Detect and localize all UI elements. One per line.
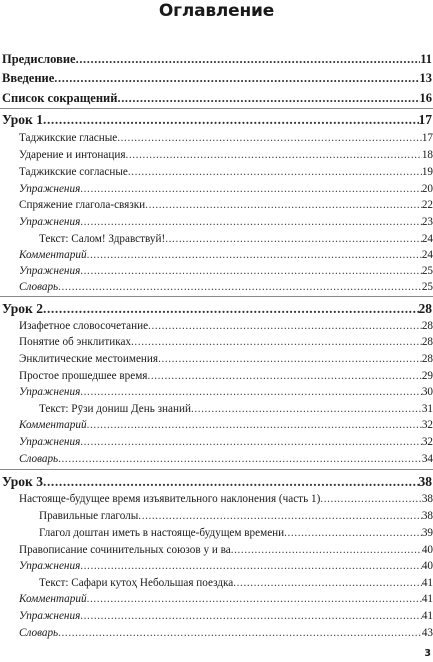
toc-lesson-heading[interactable] (0, 301, 433, 317)
toc-entry[interactable] (0, 249, 433, 261)
toc-entry[interactable] (0, 610, 433, 622)
toc-entry-page: 43 (421, 627, 433, 639)
toc-leader-dots (80, 610, 422, 622)
toc-entry-label: Правильные глаголы (39, 510, 139, 522)
section-divider (0, 296, 433, 297)
toc-entry[interactable] (0, 265, 433, 277)
page-title: Оглавление (158, 1, 275, 21)
toc-entry[interactable] (0, 166, 433, 178)
toc-entry-page: 18 (421, 149, 433, 161)
toc-entry-label: Правописание сочинительных союзов у и ва (19, 544, 231, 556)
toc-entry[interactable] (0, 560, 433, 572)
toc-entry-label: Текст: Салом! Здравствуй! (39, 233, 166, 245)
toc-entry[interactable] (0, 436, 433, 448)
toc-entry-label: Простое прошедшее время (19, 370, 148, 382)
toc-entry-label: Комментарий (19, 249, 87, 261)
section-divider (0, 108, 433, 109)
toc-entry[interactable] (0, 233, 433, 245)
toc-leader-dots (80, 216, 422, 228)
toc-entry-introduction[interactable] (0, 71, 433, 86)
toc-leader-dots (87, 419, 422, 431)
toc-leader-dots (80, 436, 422, 448)
toc-leader-dots (145, 199, 422, 211)
toc-entry[interactable] (0, 281, 433, 293)
toc-entry-page: 41 (421, 593, 433, 605)
toc-entry-page: 19 (421, 166, 433, 178)
toc-entry-page: 38 (421, 493, 433, 505)
toc-leader-dots (87, 249, 422, 261)
section-divider (0, 469, 433, 470)
toc-entry-page: 40 (421, 544, 433, 556)
toc-entry[interactable] (0, 493, 433, 505)
toc-entry-page: 34 (421, 453, 433, 465)
toc-entry[interactable] (0, 199, 433, 211)
toc-leader-dots (320, 493, 422, 505)
toc-leader-dots (87, 593, 422, 605)
toc-leader-dots (165, 233, 422, 245)
toc-leader-dots (80, 265, 422, 277)
toc-leader-dots (191, 403, 422, 415)
toc-entry-label: Упражнения (19, 183, 81, 195)
toc-entry-page: 41 (421, 577, 433, 589)
toc-leader-dots (284, 527, 422, 539)
toc-entry-page: 30 (421, 386, 433, 398)
toc-leader-dots (43, 112, 419, 128)
toc-entry-page: 25 (421, 281, 433, 293)
toc-entry-label: Комментарий (19, 593, 87, 605)
toc-entry[interactable] (0, 593, 433, 605)
toc-entry-label: Упражнения (19, 216, 81, 228)
toc-entry-page: 22 (421, 199, 433, 211)
toc-entry-label: Словарь (19, 627, 59, 639)
toc-entry-page: 11 (420, 52, 432, 66)
toc-entry-label: Ударение и интонация (19, 149, 126, 161)
toc-entry-label: Урок 3 (2, 474, 43, 489)
toc-entry-label: Предисловие (2, 52, 76, 66)
toc-entry-label: Энклитические местоимения (19, 353, 159, 365)
toc-entry[interactable] (0, 577, 433, 589)
toc-entry[interactable] (0, 544, 433, 556)
toc-entry[interactable] (0, 527, 433, 539)
toc-entry-label: Упражнения (19, 560, 81, 572)
toc-entry-page: 32 (421, 419, 433, 431)
toc-entry-label: Упражнения (19, 386, 81, 398)
toc-entry-label: Урок 1 (2, 112, 43, 127)
toc-entry-page: 41 (421, 610, 433, 622)
toc-entry-page: 25 (421, 265, 433, 277)
toc-leader-dots (231, 544, 422, 556)
toc-leader-dots (43, 474, 419, 490)
toc-entry-label: Комментарий (19, 419, 87, 431)
toc-entry-label: Урок 2 (2, 301, 43, 316)
toc-entry-label: Словарь (19, 281, 59, 293)
toc-entry-label: Введение (2, 71, 55, 85)
toc-entry[interactable] (0, 370, 433, 382)
toc-entry-page: 24 (421, 249, 433, 261)
toc-entry-page: 28 (418, 301, 432, 316)
toc-leader-dots (54, 71, 419, 86)
toc-entry-page: 28 (421, 353, 433, 365)
toc-entry-label: Список сокращений (2, 91, 118, 105)
toc-lesson-heading[interactable] (0, 474, 433, 490)
toc-leader-dots (158, 353, 422, 365)
toc-leader-dots (148, 320, 422, 332)
toc-leader-dots (138, 510, 422, 522)
toc-entry-page: 24 (421, 233, 433, 245)
toc-leader-dots (80, 386, 422, 398)
toc-entry-label: Таджикские гласные (19, 132, 118, 144)
toc-entry-page: 31 (421, 403, 433, 415)
toc-entry[interactable] (0, 627, 433, 639)
toc-entry-page: 17 (421, 132, 433, 144)
toc-leader-dots (76, 52, 421, 67)
toc-leader-dots (58, 281, 422, 293)
toc-leader-dots (117, 91, 419, 106)
toc-entry-page: 28 (421, 320, 433, 332)
toc-entry-page: 39 (421, 527, 433, 539)
toc-entry-label: Текст: Сафари кутоҳ Небольшая поездка (39, 577, 234, 589)
toc-entry[interactable] (0, 453, 433, 465)
toc-leader-dots (125, 149, 421, 161)
toc-entry[interactable] (0, 419, 433, 431)
page-number: 3 (424, 648, 431, 659)
toc-entry-page: 38 (418, 474, 432, 489)
toc-entry-page: 23 (421, 216, 433, 228)
toc-leader-dots (233, 577, 422, 589)
toc-entry-page: 32 (421, 436, 433, 448)
toc-entry-label: Словарь (19, 453, 59, 465)
toc-entry[interactable] (0, 183, 433, 195)
toc-entry[interactable] (0, 510, 433, 522)
toc-entry-label: Настояще-будущее время изъявительного наклонения (часть 1) (19, 493, 321, 505)
toc-entry-page: 16 (419, 91, 432, 105)
toc-entry-page: 29 (421, 370, 433, 382)
toc-leader-dots (80, 183, 422, 195)
toc-lesson-heading[interactable] (0, 112, 433, 128)
toc-entry-page: 28 (421, 336, 433, 348)
toc-entry[interactable] (0, 403, 433, 415)
toc-entry-page: 38 (421, 510, 433, 522)
toc-leader-dots (131, 336, 422, 348)
toc-entry-label: Спряжение глагола-связки (19, 199, 146, 211)
toc-leader-dots (80, 560, 422, 572)
toc-entry-label: Упражнения (19, 436, 81, 448)
toc-entry-page: 20 (421, 183, 433, 195)
toc-leader-dots (147, 370, 421, 382)
toc-entry-label: Текст: Рӯзи дониш День знаний (39, 403, 191, 415)
toc-entry-abbreviations[interactable] (0, 91, 433, 106)
toc-entry-label: Упражнения (19, 265, 81, 277)
toc-entry-label: Таджикские согласные (19, 166, 128, 178)
toc-entry[interactable] (0, 353, 433, 365)
toc-entry-label: Понятие об энклитиках (19, 336, 132, 348)
toc-entry-label: Изафетное словосочетание (19, 320, 149, 332)
toc-entry-label: Упражнения (19, 610, 81, 622)
toc-entry[interactable] (0, 386, 433, 398)
toc-entry-preface[interactable] (0, 52, 433, 67)
toc-entry[interactable] (0, 320, 433, 332)
toc-entry[interactable] (0, 216, 433, 228)
toc-entry[interactable] (0, 336, 433, 348)
toc-entry[interactable] (0, 132, 433, 144)
toc-entry[interactable] (0, 149, 433, 161)
toc-entry-page: 17 (418, 112, 432, 127)
toc-leader-dots (43, 301, 419, 317)
toc-entry-page: 40 (421, 560, 433, 572)
toc-entry-label: Глагол доштан иметь в настояще-будущем времени (39, 527, 285, 539)
toc-leader-dots (128, 166, 422, 178)
toc-leader-dots (58, 627, 422, 639)
toc-leader-dots (117, 132, 422, 144)
toc-entry-page: 13 (419, 71, 432, 85)
toc-leader-dots (58, 453, 422, 465)
